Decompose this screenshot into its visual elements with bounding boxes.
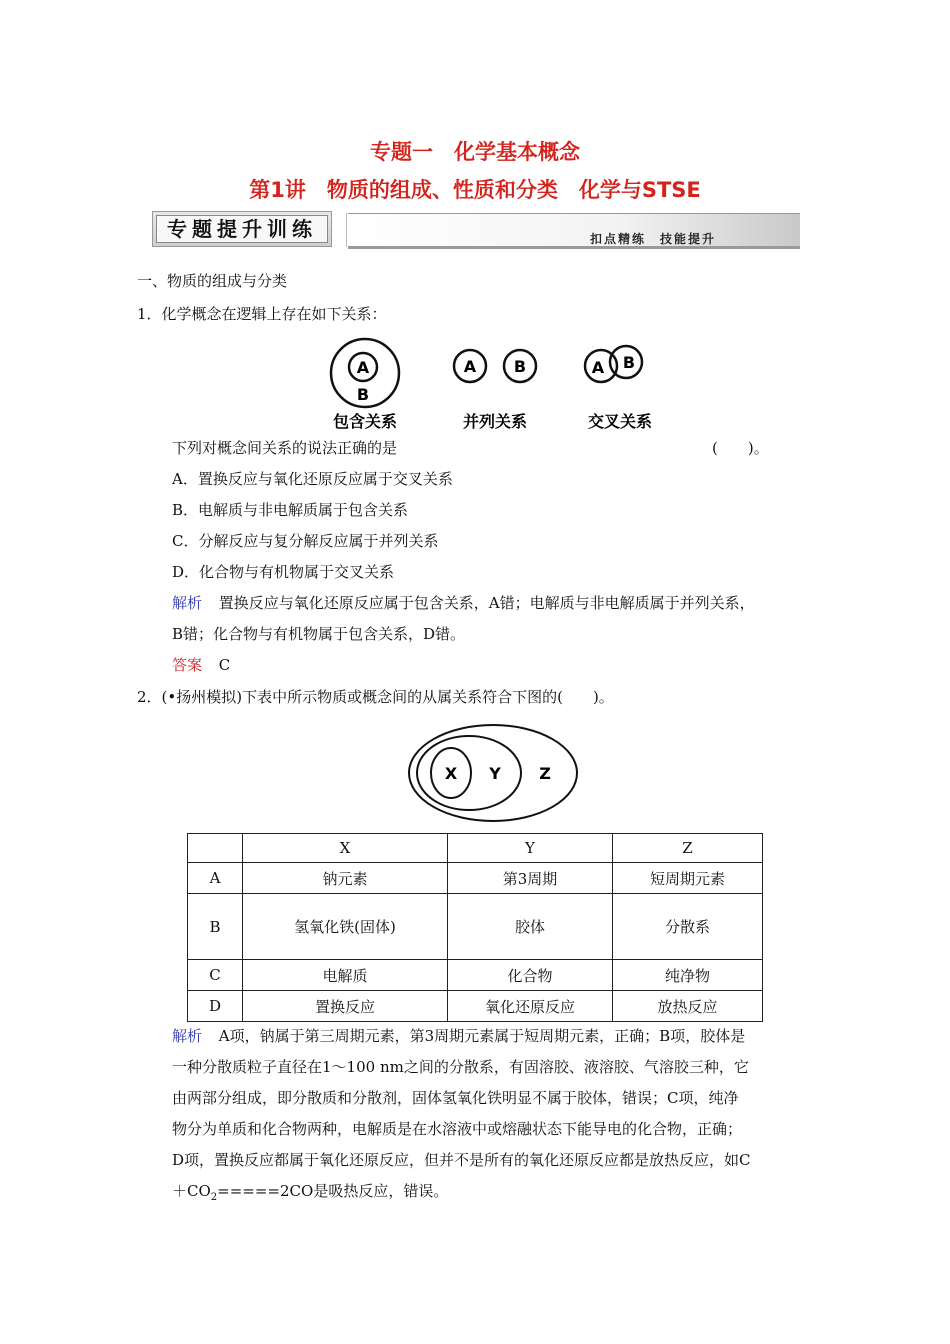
parallel-diagram [454,350,536,382]
answer-1 [172,654,230,676]
caption-intersect: 交叉关系 [587,412,653,431]
table-cell: 氧化还原反应 [448,991,613,1022]
table-cell: D [188,991,243,1022]
label-b: B [513,357,527,376]
label-a: A [463,357,477,376]
table-cell: 短周期元素 [613,863,763,894]
containment-diagram [331,339,399,407]
analysis-2-equation-line [172,1180,448,1209]
subscript: 2 [210,1192,218,1203]
banner-divider [334,213,347,247]
label-a: A [356,358,370,377]
table-cell: 第3周期 [448,863,613,894]
answer-label: 答案 [172,656,203,674]
analysis-text: A项，钠属于第三周期元素，第3周期元素属于短周期元素，正确；B项，胶体是 [218,1027,746,1045]
analysis-text: 置换反应与氧化还原反应属于包含关系，A错；电解质与非电解质属于并列关系， [218,594,755,612]
banner-left-box [152,211,332,247]
section-heading: 一、物质的组成与分类 [137,272,288,290]
analysis-2-line: 由两部分组成，即分散质和分散剂，固体氢氧化铁明显不属于胶体，错误；C项，纯净 [172,1089,739,1107]
table-cell: C [188,960,243,991]
table-header-row [188,834,763,863]
page-subtitle: 第1讲 物质的组成、性质和分类 化学与STSE [249,178,701,202]
equation-prefix: ＋CO [172,1182,211,1200]
table-cell: A [188,863,243,894]
banner-left-label: 专题提升训练 [156,215,328,243]
table-cell: 分散系 [613,894,763,960]
label-z: Z [539,764,551,783]
table-header-cell: X [243,834,448,863]
equation-suffix: =====2CO是吸热反应，错误。 [217,1182,449,1200]
caption-parallel: 并列关系 [462,412,528,431]
relation-diagrams [320,335,670,435]
option-b: B．电解质与非电解质属于包含关系 [172,501,409,519]
table-header-cell [188,834,243,863]
question-1-prompt: 下列对概念间关系的说法正确的是 [172,439,398,457]
label-y: Y [489,764,501,783]
table-row [188,960,763,991]
label-b: B [622,353,636,372]
intersect-diagram [585,346,642,382]
label-x: X [444,764,458,783]
analysis-2 [172,1025,745,1047]
answer-bracket: ( )。 [712,439,769,457]
question-2-stem: 2．(•扬州模拟)下表中所示物质或概念间的从属关系符合下图的( )。 [137,688,614,706]
table-cell: 氢氧化铁(固体) [243,894,448,960]
option-c: C．分解反应与复分解反应属于并列关系 [172,532,439,550]
table-row [188,894,763,960]
table-cell: 纯净物 [613,960,763,991]
analysis-1-cont: B错；化合物与有机物属于包含关系，D错。 [172,625,466,643]
option-d: D．化合物与有机物属于交叉关系 [172,563,395,581]
table-header-cell: Z [613,834,763,863]
table-cell: 电解质 [243,960,448,991]
table-cell: 钠元素 [243,863,448,894]
label-b: B [356,385,370,404]
options-table [187,833,763,1022]
table-row [188,863,763,894]
page-title: 专题一 化学基本概念 [370,140,580,164]
analysis-2-line: 一种分散质粒子直径在1～100 nm之间的分散系，有固溶胶、液溶胶、气溶胶三种，它 [172,1058,749,1076]
table-cell: 放热反应 [613,991,763,1022]
question-1-stem: 1．化学概念在逻辑上存在如下关系： [137,305,387,323]
table-header-cell: Y [448,834,613,863]
section-banner [152,211,800,251]
analysis-label: 解析 [172,594,203,612]
table-cell: B [188,894,243,960]
option-a: A．置换反应与氧化还原反应属于交叉关系 [172,470,453,488]
answer-value: C [218,656,231,674]
banner-right-bar [348,213,800,249]
table-cell: 化合物 [448,960,613,991]
analysis-1 [172,592,755,614]
analysis-2-line: D项，置换反应都属于氧化还原反应，但并不是所有的氧化还原反应都是放热反应，如C [172,1151,751,1169]
nested-ellipse-diagram [405,722,585,826]
banner-right-label: 扣点精练 技能提升 [589,232,716,246]
caption-containment: 包含关系 [332,412,398,431]
table-row [188,991,763,1022]
table-cell: 胶体 [448,894,613,960]
analysis-2-line: 物分为单质和化合物两种，电解质是在水溶液中或熔融状态下能导电的化合物，正确； [172,1120,743,1138]
table-cell: 置换反应 [243,991,448,1022]
ellipse-y [417,736,521,810]
analysis-label: 解析 [172,1027,203,1045]
label-a: A [591,358,605,377]
